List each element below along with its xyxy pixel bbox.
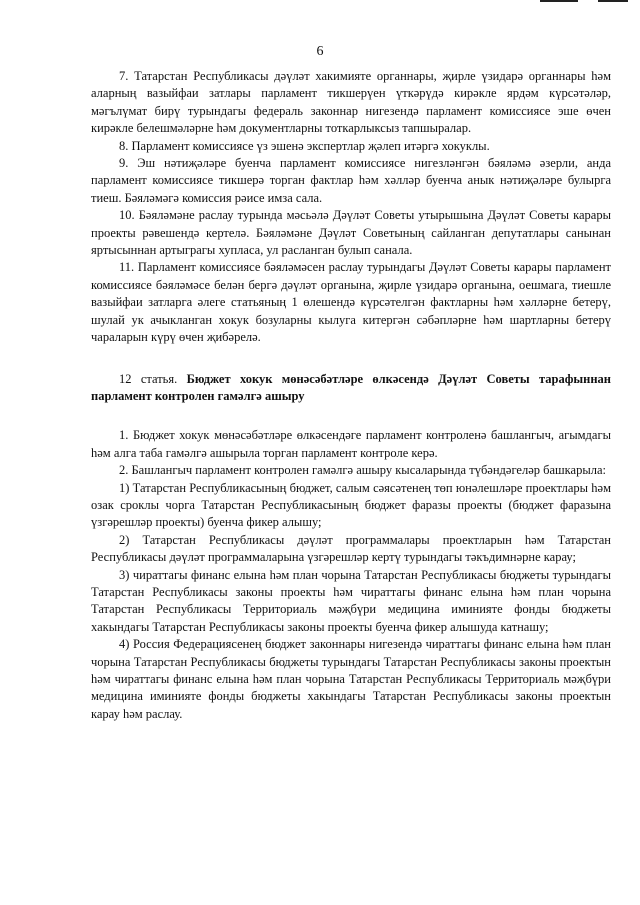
- paragraph-12-2: 2. Башлангыч парламент контролен гамәлгә ашыру кысаларында түбәндәгеләр башкарыла:: [119, 463, 606, 478]
- page-number: 6: [316, 44, 324, 59]
- scan-mark-left: [540, 0, 578, 2]
- document-body: [91, 68, 611, 723]
- list-item-4: 4) Россия Федерациясенең бюджет законнары нигезендә чираттагы финанс елына һәм план чорына Татарстан Республикасы бюджеты турындагы Татарстан Республикасы законы проектын һәм чираттагы финанс елына һәм план чорына Татарстан Республикасы Территориаль мәҗбүри медицина иминияте фонды бюджеты хакындагы Татарстан Республикасы законы проектын карау һәм раслау.: [91, 637, 611, 721]
- article-number: 12 статья.: [119, 371, 178, 386]
- paragraph-7: 7. Татарстан Республикасы дәүләт хакимияте органнары, җирле үзидарә органнары һәм аларның вазыйфаи затлары парламент тикшерүен үткәрүдә кирәкле ярдәм күрсәтәләр, мәгълүмат бирү турындагы федераль законнар нигезендә парламент комиссиясе эше өчен кирәкле белешмәләрне һәм документларны тоткарлыксыз тапшыралар.: [91, 69, 611, 136]
- paragraph-9: 9. Эш нәтиҗәләре буенча парламент комиссиясе нигезләнгән бәяләмә әзерли, анда парламент комиссиясе тикшерә торган фактлар һәм хәлләр буенча анык нәтиҗәләре булырга тиеш. Бәяләмәгә комиссия рәисе имза сала.: [91, 156, 611, 205]
- list-item-2: 2) Татарстан Республикасы дәүләт программалары проектларын һәм Татарстан Республикасы дәүләт программаларына үзгәрешләр кертү турындагы тәкъдимнәрне карау;: [91, 532, 611, 565]
- list-item-3: 3) чираттагы финанс елына һәм план чорына Татарстан Республикасы бюджеты турындагы Татарстан Республикасы законы проекты һәм чираттагы финанс елына һәм план чорына Татарстан Республикасы Территориаль мәҗбүри медицина иминияте фонды бюджеты хакындагы Татарстан Республикасы законы проекты буенча фикер алышуда катнашу;: [91, 567, 611, 634]
- article-heading: [91, 371, 611, 406]
- scan-mark-right: [598, 0, 628, 2]
- paragraph-12-1: 1. Бюджет хокук мөнәсәбәтләре өлкәсендәге парламент контроленә башлангыч, агымдагы һәм алга таба гамәлгә ашырыла торган парламент контроле керә.: [91, 428, 611, 460]
- paragraph-11: 11. Парламент комиссиясе бәяләмәсен раслау турындагы Дәүләт Советы карары парламент комиссиясе бәяләмәсе белән бергә дәүләт органына, җирле үзидарә органына, оешмага, тиешле вазыйфаи затларга әлеге статьяның 1 өлешендә күрсәтелгән фактларны һәм хәлләрне бетерү, шулай ук ачыкланган хокук бозуларны кылуга китергән сәбәпләрне һәм шартларны бетерү чараларын күрү өчен җибәрелә.: [91, 260, 611, 345]
- paragraph-10: 10. Бәяләмәне раслау турында мәсьәлә Дәүләт Советы утырышына Дәүләт Советы карары проекты рәвешендә кертелә. Бәяләмәне Дәүләт Советының сайланган депутатлары санынан яртысыннан артыграгы хупласа, ул расланган булып санала.: [91, 208, 611, 258]
- article-title: Бюджет хокук мөнәсәбәтләре өлкәсендә Дәүләт Советы тарафыннан парламент контролен гамәлгә ашыру: [91, 371, 612, 403]
- list-item-1: 1) Татарстан Республикасының бюджет, салым сәясәтенең төп юнәлешләре проектлары һәм озак сроклы чорга Татарстан Республикасының бюджет фаразы проекты (бюджет фаразына үзгәрешләр проекты) буенча фикер алышу;: [91, 480, 611, 530]
- paragraph-8: 8. Парламент комиссиясе үз эшенә экспертлар җәлеп итәргә хокуклы.: [119, 138, 490, 153]
